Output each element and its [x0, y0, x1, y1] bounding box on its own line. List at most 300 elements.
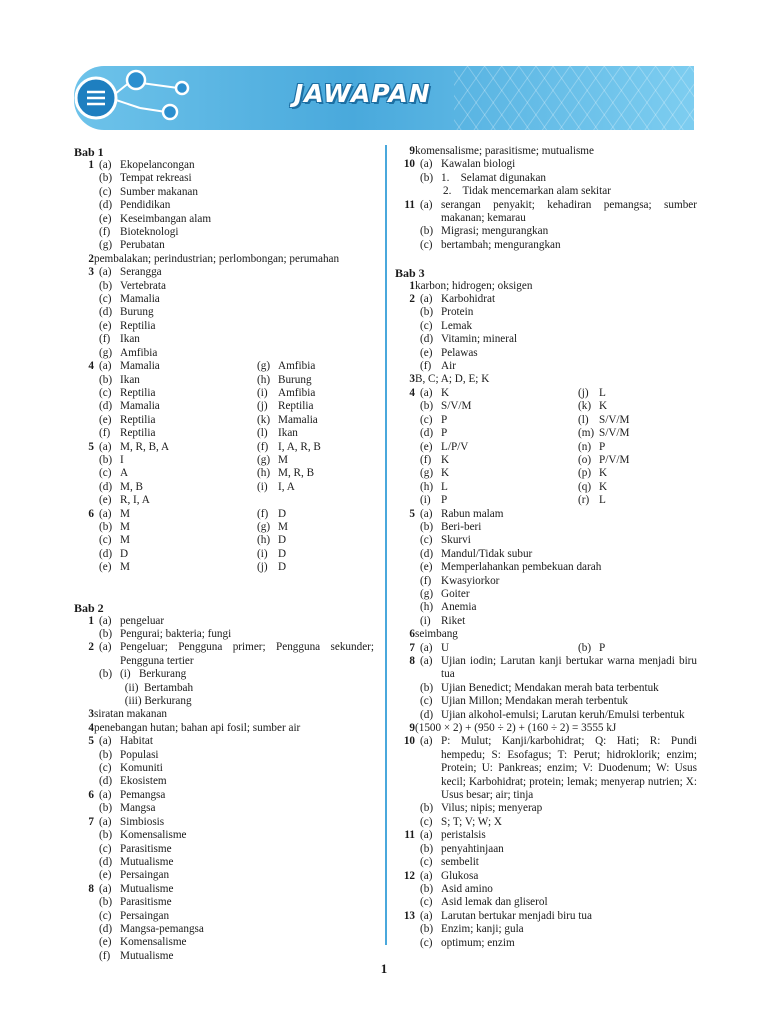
answer-cell — [94, 387, 252, 400]
header-banner — [74, 66, 694, 130]
answer-row — [395, 561, 697, 574]
answer-text: Kwasyiorkor — [441, 574, 500, 587]
question-number: 9 — [409, 145, 415, 157]
sub-label: (c) — [99, 467, 112, 480]
answer-text: Vilus; nipis; menyerap — [441, 802, 543, 815]
question-number — [74, 548, 94, 561]
sub-label: (b) — [420, 842, 434, 855]
answer-text: K — [599, 480, 608, 493]
answer-row — [395, 695, 697, 708]
question-number: 11 — [404, 198, 415, 211]
question-number: 5 — [88, 440, 94, 453]
question-number: 12 — [403, 869, 415, 882]
answer-text: B, C; A; D, E; K — [415, 373, 490, 386]
answer-row — [74, 199, 374, 212]
sub-label: (c) — [420, 238, 433, 251]
answer-row — [74, 682, 374, 695]
answer-text: Mutualisme — [120, 882, 174, 895]
answer-cell — [94, 400, 252, 413]
answer-row-two-column — [74, 481, 374, 494]
question-number — [74, 213, 94, 226]
question-number: 5 — [409, 507, 415, 520]
sub-label: (b) — [99, 373, 113, 386]
answer-cell — [94, 534, 252, 547]
sub-label: (m) — [578, 427, 595, 440]
answer-row — [74, 159, 374, 172]
question-number — [395, 695, 415, 708]
answer-row-two-column — [395, 467, 697, 480]
answer-text: L — [441, 480, 448, 493]
answer-row — [74, 668, 374, 681]
sub-label: (c) — [99, 293, 112, 306]
sub-label: (c) — [99, 842, 112, 855]
answer-text: Mamalia — [278, 413, 318, 426]
answer-row — [74, 293, 374, 306]
question-number — [74, 923, 94, 936]
answer-text: Amfibia — [278, 386, 316, 399]
sub-label: (g) — [257, 360, 271, 373]
sub-label: (a) — [99, 614, 112, 627]
answer-text: Komuniti — [120, 762, 163, 775]
answer-text: U — [441, 641, 450, 654]
answers-left-column — [74, 145, 374, 963]
answer-text: P — [441, 427, 448, 440]
sub-label: (j) — [257, 561, 268, 574]
answer-row — [395, 709, 697, 722]
answer-text: Burung — [278, 373, 312, 386]
answer-text: Ekopelancongan — [120, 159, 195, 171]
question-number — [395, 856, 415, 869]
answer-row — [395, 347, 697, 360]
answer-text: Bioteknologi — [120, 226, 179, 239]
question-number: 1 — [88, 159, 94, 171]
question-number: 4 — [88, 360, 94, 373]
answer-cell — [94, 481, 252, 494]
question-number — [74, 414, 94, 427]
question-number — [74, 628, 94, 641]
answer-row-two-column — [74, 360, 374, 373]
question-number — [74, 749, 94, 762]
sub-label: (g) — [257, 520, 271, 533]
answer-row — [74, 213, 374, 226]
answer-text: (1500 × 2) + (950 ÷ 2) + (160 ÷ 2) = 3555 kJ — [415, 722, 617, 735]
question-number — [395, 588, 415, 601]
question-number — [74, 829, 94, 842]
sub-label: (i) — [420, 494, 431, 507]
sub-label: (b) — [420, 400, 434, 413]
answer-text: Goiter — [441, 587, 470, 600]
answer-row-two-column — [74, 374, 374, 387]
question-number — [74, 280, 94, 293]
answer-text: D — [278, 507, 287, 520]
answer-text: S; T; V; W; X — [441, 815, 502, 828]
sub-label: (c) — [420, 695, 433, 708]
sub-label: (c) — [420, 856, 433, 869]
question-number — [395, 896, 415, 909]
answer-text: Asid lemak dan gliserol — [441, 896, 548, 909]
answer-text: Persaingan — [120, 909, 170, 922]
question-number — [74, 199, 94, 212]
answer-row — [74, 775, 374, 788]
answer-text: K — [599, 467, 608, 480]
answer-text: Reptilia — [120, 319, 156, 332]
answer-row — [395, 280, 697, 293]
answer-cell — [94, 414, 252, 427]
sub-label: (d) — [99, 855, 113, 868]
question-number: 13 — [403, 909, 415, 922]
sub-label: (i) — [257, 480, 268, 493]
answer-row — [74, 843, 374, 856]
question-number: 3 — [88, 266, 94, 279]
question-number — [74, 802, 94, 815]
answer-row — [74, 306, 374, 319]
question-number — [74, 936, 94, 949]
sub-label: (e) — [99, 494, 112, 507]
question-number — [74, 387, 94, 400]
sub-label: (n) — [578, 440, 592, 453]
answer-text: penyahtinjaan — [441, 842, 504, 855]
answer-text: P — [599, 641, 606, 654]
answer-row — [74, 816, 374, 829]
answer-row — [395, 320, 697, 333]
sub-label: (f) — [420, 574, 432, 587]
answer-row — [74, 708, 374, 721]
question-number — [395, 427, 415, 440]
answer-text: (ii) Bertambah — [94, 681, 194, 694]
sub-label: (d) — [99, 922, 113, 935]
answer-row — [395, 816, 697, 829]
answer-text: 2. Tidak mencemarkan alam sekitar — [415, 185, 611, 198]
answer-row — [74, 829, 374, 842]
sub-label: (d) — [99, 400, 113, 413]
answer-row-two-column — [74, 427, 374, 440]
sub-label: (g) — [420, 587, 434, 600]
question-number — [395, 239, 415, 252]
question-number — [395, 494, 415, 507]
answer-row-two-column — [395, 494, 697, 507]
sub-label: (a) — [99, 788, 112, 801]
answer-row — [395, 508, 697, 521]
answer-text: Mamalia — [120, 400, 160, 413]
question-number — [395, 548, 415, 561]
answer-text: Mangsa — [120, 802, 156, 815]
answer-cell — [252, 481, 374, 494]
answer-row-two-column — [395, 481, 697, 494]
answer-text: Mangsa-pemangsa — [120, 922, 204, 935]
answer-row — [74, 936, 374, 949]
question-number — [74, 400, 94, 413]
answer-row — [395, 199, 697, 226]
answer-text: Perubatan — [120, 239, 165, 252]
answer-row-two-column — [395, 642, 697, 655]
answer-text: Parasitisme — [120, 842, 172, 855]
sub-label: (b) — [420, 306, 434, 319]
answer-text: (i) Berkurang — [120, 668, 187, 681]
answer-text: Vitamin; mineral — [441, 333, 518, 346]
answers-right-column — [395, 145, 697, 950]
sub-label: (h) — [420, 601, 434, 614]
question-number — [74, 534, 94, 547]
answer-text: L/P/V — [441, 440, 469, 453]
answer-cell — [94, 441, 252, 454]
question-number — [395, 454, 415, 467]
question-number — [395, 414, 415, 427]
sub-label: (c) — [420, 896, 433, 909]
sub-label: (d) — [99, 775, 113, 788]
answer-text: K — [441, 467, 450, 480]
answer-text: K — [599, 400, 608, 413]
question-number — [74, 226, 94, 239]
answer-row — [395, 333, 697, 346]
answer-cell — [573, 494, 697, 507]
sub-label: (c) — [99, 909, 112, 922]
question-number — [74, 347, 94, 360]
answer-text: A — [120, 467, 129, 480]
answer-text: Mamalia — [120, 293, 160, 306]
sub-label: (f) — [257, 507, 269, 520]
answer-text: Beri-beri — [441, 520, 482, 533]
sub-label: (a) — [420, 869, 433, 882]
answer-text: K — [441, 453, 450, 466]
answer-text: Ujian iodin; Larutan kanji bertukar warna menjadi biru tua — [441, 655, 697, 681]
sub-label: (e) — [99, 212, 112, 225]
question-number — [395, 467, 415, 480]
answer-row — [395, 360, 697, 373]
question-number — [395, 400, 415, 413]
answer-text: Glukosa — [441, 869, 479, 882]
answer-row — [395, 628, 697, 641]
answer-cell — [415, 414, 573, 427]
question-number: 7 — [88, 815, 94, 828]
answer-cell — [94, 454, 252, 467]
answer-cell — [252, 441, 374, 454]
answer-row — [395, 601, 697, 614]
answer-cell — [415, 494, 573, 507]
sub-label: (a) — [99, 507, 112, 520]
sub-label: (p) — [578, 467, 592, 480]
answer-row — [395, 655, 697, 682]
answer-row — [395, 225, 697, 238]
answer-row — [74, 695, 374, 708]
answer-cell — [252, 508, 374, 521]
answer-row-two-column — [74, 548, 374, 561]
sub-label: (a) — [420, 507, 433, 520]
answer-text: Larutan bertukar menjadi biru tua — [441, 909, 592, 922]
answer-text: 1. Selamat digunakan — [441, 171, 547, 184]
sub-label: (b) — [420, 520, 434, 533]
answer-text: L — [599, 494, 606, 507]
answer-row — [74, 226, 374, 239]
question-number: 2 — [88, 641, 94, 654]
sub-label: (b) — [99, 748, 113, 761]
answer-text: M — [120, 561, 130, 574]
answer-row-two-column — [74, 454, 374, 467]
question-number: 4 — [409, 386, 415, 399]
sub-label: (e) — [99, 319, 112, 332]
sub-label: (a) — [420, 158, 433, 171]
answer-cell — [415, 427, 573, 440]
answer-row-two-column — [395, 400, 697, 413]
answer-row — [395, 615, 697, 628]
question-number — [395, 333, 415, 346]
answer-text: pembalakan; perindustrian; perlombongan; perumahan — [94, 252, 340, 265]
question-number: 6 — [88, 507, 94, 520]
sub-label: (e) — [99, 413, 112, 426]
answer-cell — [252, 414, 374, 427]
answer-text: Habitat — [120, 735, 153, 748]
question-number — [74, 374, 94, 387]
question-number — [74, 494, 94, 507]
spacer — [74, 575, 374, 601]
answer-text: Reptilia — [120, 427, 156, 440]
sub-label: (d) — [420, 333, 434, 346]
sub-label: (d) — [99, 547, 113, 560]
question-number — [395, 615, 415, 628]
answer-text: R, I, A — [120, 494, 150, 507]
answer-text: Rabun malam — [441, 507, 504, 520]
sub-label: (b) — [99, 279, 113, 292]
answer-cell — [573, 441, 697, 454]
question-number: 1 — [409, 279, 415, 292]
answer-text: Memperlahankan pembekuan darah — [441, 561, 602, 574]
answer-row-two-column — [395, 441, 697, 454]
answer-text: komensalisme; parasitisme; mutualisme — [415, 145, 594, 157]
sub-label: (b) — [99, 520, 113, 533]
question-number — [395, 347, 415, 360]
chapter-heading: Bab 1 — [74, 145, 104, 159]
sub-label: (b) — [420, 171, 434, 184]
answer-text: L — [599, 386, 606, 399]
answer-text: M — [120, 507, 130, 520]
sub-label: (a) — [99, 266, 112, 279]
question-number — [395, 225, 415, 238]
sub-label: (a) — [99, 159, 112, 171]
answer-text: seimbang — [415, 628, 458, 641]
answer-text: Sumber makanan — [120, 185, 198, 198]
sub-label: (b) — [99, 668, 113, 681]
answer-text: D — [278, 534, 287, 547]
question-number — [395, 816, 415, 829]
sub-label: (f) — [99, 226, 111, 239]
answer-text: S/V/M — [599, 413, 630, 426]
answer-text: Keseimbangan alam — [120, 212, 212, 225]
page-number: 1 — [380, 961, 388, 976]
question-number — [74, 427, 94, 440]
answer-text: D — [278, 547, 287, 560]
sub-label: (c) — [420, 413, 433, 426]
question-number — [74, 856, 94, 869]
question-number: 4 — [88, 721, 94, 734]
answer-row-two-column — [74, 387, 374, 400]
answer-cell — [573, 467, 697, 480]
question-number — [74, 910, 94, 923]
answer-row — [395, 158, 697, 171]
answer-text: Anemia — [441, 601, 477, 614]
answer-row — [74, 910, 374, 923]
question-number: 2 — [88, 252, 94, 265]
answer-text: optimum; enzim — [441, 936, 515, 949]
answer-row — [395, 239, 697, 252]
answer-row — [395, 548, 697, 561]
answer-cell — [94, 360, 252, 373]
answer-row — [74, 615, 374, 628]
sub-label: (h) — [257, 373, 271, 386]
answer-text: P — [599, 440, 606, 453]
answer-text: Mamalia — [120, 360, 160, 373]
answer-text: Ujian alkohol-emulsi; Larutan keruh/Emulsi terbentuk — [441, 708, 685, 721]
answer-text: M — [120, 520, 130, 533]
answer-row — [395, 373, 697, 386]
answer-cell — [573, 400, 697, 413]
answer-row — [395, 843, 697, 856]
answer-text: Mutualisme — [120, 949, 174, 962]
sub-label: (k) — [578, 400, 592, 413]
answer-row — [395, 870, 697, 883]
question-number — [74, 333, 94, 346]
answer-cell — [415, 387, 573, 400]
question-number — [74, 172, 94, 185]
answer-row — [395, 682, 697, 695]
sub-label: (b) — [420, 923, 434, 936]
answer-row — [74, 856, 374, 869]
sub-label: (f) — [99, 949, 111, 962]
answer-text: (iii) Berkurang — [94, 695, 192, 708]
question-number — [74, 293, 94, 306]
answer-text: Mandul/Tidak subur — [441, 547, 533, 560]
question-number — [74, 668, 94, 681]
answer-text: Migrasi; mengurangkan — [441, 225, 549, 238]
sub-label: (a) — [420, 386, 433, 399]
answer-text: Pelawas — [441, 346, 478, 359]
answer-cell — [252, 400, 374, 413]
answer-text: Persaingan — [120, 869, 170, 882]
answer-row — [395, 293, 697, 306]
answer-cell — [415, 400, 573, 413]
question-number — [395, 172, 415, 185]
answer-cell — [94, 508, 252, 521]
chapter-heading: Bab 3 — [395, 265, 425, 280]
sub-label: (b) — [578, 641, 592, 654]
answer-text: S/V/M — [599, 427, 630, 440]
sub-label: (h) — [257, 467, 271, 480]
answer-text: Populasi — [120, 748, 159, 761]
sub-label: (q) — [578, 480, 592, 493]
question-number: 11 — [404, 829, 415, 842]
answer-cell — [252, 534, 374, 547]
sub-label: (d) — [420, 547, 434, 560]
answer-row — [74, 333, 374, 346]
sub-label: (b) — [99, 802, 113, 815]
answer-row — [395, 883, 697, 896]
answer-text: I, A, R, B — [278, 440, 321, 453]
question-number: 7 — [409, 641, 415, 654]
answer-cell — [415, 467, 573, 480]
answer-cell — [94, 467, 252, 480]
answer-text: Enzim; kanji; gula — [441, 923, 524, 936]
answer-row — [74, 172, 374, 185]
question-number — [395, 601, 415, 614]
question-number — [395, 883, 415, 896]
sub-label: (f) — [420, 453, 432, 466]
sub-label: (a) — [99, 735, 112, 748]
answer-text: Tempat rekreasi — [120, 172, 192, 185]
answer-row — [74, 186, 374, 199]
sub-label: (d) — [420, 708, 434, 721]
answer-text: Ekosistem — [120, 775, 167, 788]
question-number: 6 — [409, 628, 415, 641]
answer-row — [74, 735, 374, 748]
question-number — [395, 802, 415, 815]
